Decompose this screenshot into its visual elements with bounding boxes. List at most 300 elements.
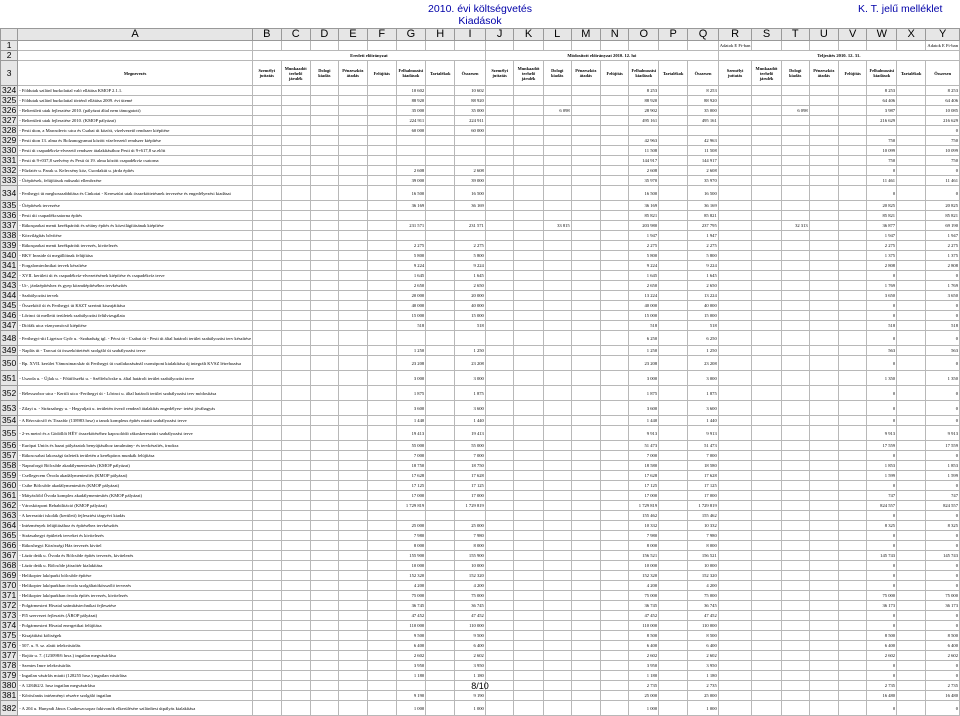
value-cell[interactable] — [571, 531, 600, 541]
value-cell[interactable]: 17 628 — [629, 471, 659, 481]
row-number[interactable]: 333 — [2, 175, 17, 185]
value-cell[interactable] — [718, 106, 752, 116]
value-cell[interactable] — [338, 501, 367, 511]
value-cell[interactable] — [543, 416, 571, 426]
value-cell[interactable] — [338, 661, 367, 671]
value-cell[interactable] — [718, 251, 752, 261]
value-cell[interactable] — [718, 591, 752, 601]
value-cell[interactable] — [338, 231, 367, 241]
value-cell[interactable] — [600, 561, 629, 571]
value-cell[interactable]: 0 — [926, 166, 960, 176]
value-cell[interactable] — [718, 561, 752, 571]
value-cell[interactable]: 15 000 — [629, 311, 659, 321]
row-number[interactable]: 325 — [2, 95, 17, 105]
value-cell[interactable]: 8 000 — [396, 541, 426, 551]
value-cell[interactable]: 10 099 — [926, 146, 960, 156]
value-cell[interactable] — [543, 116, 571, 126]
value-cell[interactable]: 110 000 — [688, 621, 719, 631]
value-cell[interactable] — [543, 591, 571, 601]
value-cell[interactable] — [752, 501, 781, 511]
value-cell[interactable] — [718, 451, 752, 461]
value-cell[interactable] — [543, 271, 571, 281]
value-cell[interactable] — [426, 371, 455, 386]
value-cell[interactable] — [514, 291, 543, 301]
value-cell[interactable]: 3 600 — [455, 401, 486, 416]
value-cell[interactable]: 9 500 — [455, 631, 486, 641]
value-cell[interactable] — [897, 491, 926, 501]
value-cell[interactable] — [897, 136, 926, 146]
value-cell[interactable] — [659, 146, 688, 156]
value-cell[interactable] — [752, 211, 781, 221]
value-cell[interactable] — [600, 371, 629, 386]
row-number[interactable]: 365 — [2, 530, 17, 540]
value-cell[interactable] — [718, 511, 752, 521]
value-cell[interactable] — [752, 166, 781, 176]
value-cell[interactable] — [281, 501, 310, 511]
value-cell[interactable]: 1 875 — [396, 386, 426, 401]
value-cell[interactable]: 36 745 — [629, 601, 659, 611]
value-cell[interactable] — [514, 221, 543, 231]
value-cell[interactable] — [600, 271, 629, 281]
value-cell[interactable] — [368, 441, 397, 451]
value-cell[interactable] — [571, 261, 600, 271]
value-cell[interactable] — [659, 96, 688, 106]
row-number[interactable]: 358 — [2, 460, 17, 470]
value-cell[interactable] — [485, 591, 514, 601]
value-cell[interactable] — [338, 651, 367, 661]
value-cell[interactable] — [718, 346, 752, 356]
item-name[interactable]: - Kisajátítási költségek — [18, 631, 253, 641]
value-cell[interactable] — [543, 461, 571, 471]
value-cell[interactable] — [718, 356, 752, 371]
value-cell[interactable]: 1 440 — [688, 416, 719, 426]
value-cell[interactable] — [809, 401, 838, 416]
value-cell[interactable] — [781, 356, 809, 371]
value-cell[interactable] — [281, 511, 310, 521]
value-cell[interactable] — [752, 176, 781, 186]
value-cell[interactable] — [514, 156, 543, 166]
value-cell[interactable] — [514, 631, 543, 641]
value-cell[interactable] — [659, 281, 688, 291]
value-cell[interactable]: 0 — [926, 661, 960, 671]
value-cell[interactable] — [281, 641, 310, 651]
value-cell[interactable] — [543, 261, 571, 271]
value-cell[interactable] — [543, 481, 571, 491]
value-cell[interactable] — [659, 176, 688, 186]
value-cell[interactable] — [752, 221, 781, 231]
value-cell[interactable] — [368, 186, 397, 201]
value-cell[interactable] — [781, 166, 809, 176]
value-cell[interactable] — [809, 176, 838, 186]
value-cell[interactable] — [426, 641, 455, 651]
value-cell[interactable]: 35 000 — [455, 106, 486, 116]
header-cell[interactable]: Pénzeszköz átadás — [338, 61, 367, 86]
value-cell[interactable] — [543, 251, 571, 261]
value-cell[interactable] — [485, 156, 514, 166]
value-cell[interactable] — [838, 136, 867, 146]
value-cell[interactable] — [252, 126, 281, 136]
value-cell[interactable]: 0 — [926, 401, 960, 416]
value-cell[interactable] — [809, 571, 838, 581]
value-cell[interactable]: 1 729 819 — [688, 501, 719, 511]
value-cell[interactable] — [338, 621, 367, 631]
item-name[interactable]: - Rákoscsabai lakossági üzleteik területén a kerékpáros munkák felújítása — [18, 451, 253, 461]
item-name[interactable]: - Napraforgó Bölcsőde akadálymentesítés (KMOP pályázat) — [18, 461, 253, 471]
value-cell[interactable]: 4 200 — [455, 581, 486, 591]
value-cell[interactable] — [252, 156, 281, 166]
value-cell[interactable] — [600, 176, 629, 186]
value-cell[interactable] — [659, 301, 688, 311]
column-header-K[interactable]: K — [514, 29, 543, 41]
value-cell[interactable] — [514, 356, 543, 371]
value-cell[interactable] — [543, 356, 571, 371]
value-cell[interactable] — [543, 346, 571, 356]
row-number[interactable]: 345 — [2, 300, 17, 310]
value-cell[interactable] — [426, 291, 455, 301]
value-cell[interactable] — [897, 356, 926, 371]
value-cell[interactable] — [838, 491, 867, 501]
group-header-actual[interactable]: Teljesítés 2010. 12. 31. — [718, 51, 959, 61]
value-cell[interactable] — [809, 661, 838, 671]
value-cell[interactable] — [455, 146, 486, 156]
value-cell[interactable] — [809, 416, 838, 426]
value-cell[interactable] — [809, 521, 838, 531]
value-cell[interactable] — [752, 561, 781, 571]
value-cell[interactable] — [659, 621, 688, 631]
value-cell[interactable] — [600, 231, 629, 241]
value-cell[interactable] — [310, 221, 338, 231]
value-cell[interactable] — [252, 116, 281, 126]
value-cell[interactable] — [281, 146, 310, 156]
value-cell[interactable] — [600, 106, 629, 116]
value-cell[interactable] — [514, 176, 543, 186]
value-cell[interactable]: 17 125 — [396, 481, 426, 491]
value-cell[interactable] — [426, 471, 455, 481]
value-cell[interactable]: 1 599 — [926, 471, 960, 481]
value-cell[interactable]: 2 650 — [396, 281, 426, 291]
value-cell[interactable]: 750 — [926, 156, 960, 166]
value-cell[interactable] — [485, 441, 514, 451]
value-cell[interactable] — [281, 166, 310, 176]
value-cell[interactable] — [752, 311, 781, 321]
value-cell[interactable] — [281, 401, 310, 416]
value-cell[interactable] — [252, 511, 281, 521]
cell[interactable] — [310, 41, 338, 51]
value-cell[interactable] — [281, 231, 310, 241]
value-cell[interactable] — [571, 591, 600, 601]
value-cell[interactable] — [368, 601, 397, 611]
value-cell[interactable] — [571, 701, 600, 716]
value-cell[interactable]: 1 729 819 — [629, 501, 659, 511]
value-cell[interactable] — [396, 511, 426, 521]
value-cell[interactable]: 55 000 — [396, 441, 426, 451]
value-cell[interactable]: 0 — [867, 581, 897, 591]
value-cell[interactable] — [600, 261, 629, 271]
value-cell[interactable] — [485, 386, 514, 401]
row-number[interactable]: 355 — [1, 426, 18, 441]
value-cell[interactable]: 1 875 — [629, 386, 659, 401]
value-cell[interactable] — [897, 591, 926, 601]
value-cell[interactable] — [838, 106, 867, 116]
value-cell[interactable] — [543, 681, 571, 691]
value-cell[interactable] — [543, 651, 571, 661]
value-cell[interactable] — [752, 621, 781, 631]
value-cell[interactable] — [252, 186, 281, 201]
value-cell[interactable] — [310, 331, 338, 346]
item-name[interactable]: - 2-es metró és a Gödöllői HÉV összekötéséhez kapcsolódó rákoskeresztúri szabályozási terve — [18, 426, 253, 441]
value-cell[interactable] — [543, 241, 571, 251]
value-cell[interactable] — [514, 641, 543, 651]
value-cell[interactable] — [752, 201, 781, 211]
value-cell[interactable] — [514, 501, 543, 511]
row-number[interactable]: 343 — [2, 280, 17, 290]
value-cell[interactable]: 2 275 — [688, 241, 719, 251]
item-name[interactable]: - Lázár deák u. Óvoda és Bölcsőde építés tervezés, kivitelezés — [18, 551, 253, 561]
value-cell[interactable] — [426, 441, 455, 451]
value-cell[interactable] — [600, 501, 629, 511]
value-cell[interactable] — [600, 126, 629, 136]
value-cell[interactable]: 1 250 — [455, 346, 486, 356]
value-cell[interactable] — [485, 231, 514, 241]
value-cell[interactable] — [752, 671, 781, 681]
value-cell[interactable] — [310, 501, 338, 511]
value-cell[interactable] — [659, 651, 688, 661]
row-number[interactable]: 369 — [2, 570, 17, 580]
value-cell[interactable] — [281, 291, 310, 301]
value-cell[interactable] — [252, 521, 281, 531]
value-cell[interactable] — [781, 631, 809, 641]
value-cell[interactable]: 75 000 — [926, 591, 960, 601]
value-cell[interactable] — [752, 691, 781, 701]
row-number[interactable]: 376 — [2, 640, 17, 650]
value-cell[interactable] — [543, 281, 571, 291]
value-cell[interactable]: 36 877 — [867, 221, 897, 231]
value-cell[interactable] — [752, 301, 781, 311]
value-cell[interactable] — [368, 331, 397, 346]
value-cell[interactable]: 75 000 — [396, 591, 426, 601]
value-cell[interactable] — [543, 301, 571, 311]
value-cell[interactable] — [338, 416, 367, 426]
row-number[interactable]: 368 — [2, 560, 17, 570]
value-cell[interactable] — [571, 386, 600, 401]
value-cell[interactable]: 0 — [867, 401, 897, 416]
value-cell[interactable] — [514, 521, 543, 531]
cell[interactable] — [338, 41, 367, 51]
value-cell[interactable]: 23 208 — [688, 356, 719, 371]
value-cell[interactable]: 40 000 — [629, 301, 659, 311]
value-cell[interactable] — [897, 96, 926, 106]
value-cell[interactable] — [338, 386, 367, 401]
value-cell[interactable] — [897, 86, 926, 96]
value-cell[interactable]: 9 913 — [688, 426, 719, 441]
value-cell[interactable] — [485, 651, 514, 661]
row-number[interactable]: 378 — [2, 660, 17, 670]
value-cell[interactable]: 216 629 — [867, 116, 897, 126]
item-name[interactable]: - Közvilágítás bővítése — [18, 231, 253, 241]
value-cell[interactable] — [426, 321, 455, 331]
cell[interactable] — [809, 41, 838, 51]
value-cell[interactable] — [310, 591, 338, 601]
value-cell[interactable]: 17 125 — [629, 481, 659, 491]
header-cell[interactable]: Személyi juttatás — [252, 61, 281, 86]
value-cell[interactable] — [718, 331, 752, 346]
value-cell[interactable] — [781, 426, 809, 441]
value-cell[interactable]: 0 — [926, 311, 960, 321]
value-cell[interactable] — [426, 511, 455, 521]
item-name[interactable]: - Rákoshegyi Közösségi Ház tervezés kivitel — [18, 541, 253, 551]
value-cell[interactable]: 0 — [867, 301, 897, 311]
value-cell[interactable] — [455, 156, 486, 166]
value-cell[interactable] — [571, 356, 600, 371]
item-name[interactable]: - Polgármesteri Hivatal energetikai felújítása — [18, 621, 253, 631]
value-cell[interactable] — [718, 661, 752, 671]
value-cell[interactable] — [252, 461, 281, 471]
value-cell[interactable] — [310, 416, 338, 426]
value-cell[interactable] — [718, 581, 752, 591]
value-cell[interactable] — [897, 621, 926, 631]
value-cell[interactable] — [752, 231, 781, 241]
value-cell[interactable] — [571, 611, 600, 621]
value-cell[interactable] — [600, 241, 629, 251]
value-cell[interactable] — [781, 176, 809, 186]
value-cell[interactable] — [281, 386, 310, 401]
value-cell[interactable] — [281, 491, 310, 501]
value-cell[interactable] — [252, 231, 281, 241]
value-cell[interactable]: 8 000 — [455, 541, 486, 551]
value-cell[interactable] — [659, 681, 688, 691]
row-number[interactable]: 3 — [1, 61, 18, 86]
cell[interactable] — [571, 41, 600, 51]
value-cell[interactable] — [897, 471, 926, 481]
value-cell[interactable]: 1 350 — [926, 371, 960, 386]
value-cell[interactable] — [514, 186, 543, 201]
value-cell[interactable] — [310, 176, 338, 186]
value-cell[interactable] — [368, 176, 397, 186]
value-cell[interactable] — [809, 641, 838, 651]
value-cell[interactable]: 15 000 — [688, 311, 719, 321]
row-number[interactable]: 326 — [2, 105, 17, 115]
value-cell[interactable] — [310, 621, 338, 631]
value-cell[interactable] — [281, 106, 310, 116]
value-cell[interactable] — [809, 691, 838, 701]
value-cell[interactable]: 0 — [867, 271, 897, 281]
value-cell[interactable] — [310, 691, 338, 701]
value-cell[interactable] — [310, 201, 338, 211]
column-header-N[interactable]: N — [600, 29, 629, 41]
value-cell[interactable] — [485, 241, 514, 251]
value-cell[interactable] — [514, 551, 543, 561]
value-cell[interactable] — [781, 86, 809, 96]
value-cell[interactable] — [281, 321, 310, 331]
value-cell[interactable] — [455, 331, 486, 346]
value-cell[interactable] — [718, 671, 752, 681]
value-cell[interactable] — [752, 86, 781, 96]
value-cell[interactable] — [571, 301, 600, 311]
value-cell[interactable] — [752, 631, 781, 641]
value-cell[interactable]: 0 — [926, 481, 960, 491]
value-cell[interactable] — [485, 116, 514, 126]
cell[interactable] — [18, 41, 253, 51]
value-cell[interactable] — [310, 311, 338, 321]
header-cell[interactable]: Tartalékok — [659, 61, 688, 86]
value-cell[interactable]: 17 000 — [688, 491, 719, 501]
value-cell[interactable] — [281, 356, 310, 371]
value-cell[interactable]: 1 440 — [396, 416, 426, 426]
value-cell[interactable] — [718, 571, 752, 581]
value-cell[interactable] — [338, 201, 367, 211]
value-cell[interactable] — [252, 346, 281, 356]
value-cell[interactable] — [485, 291, 514, 301]
value-cell[interactable] — [809, 501, 838, 511]
value-cell[interactable] — [838, 601, 867, 611]
value-cell[interactable] — [571, 136, 600, 146]
value-cell[interactable] — [897, 221, 926, 231]
value-cell[interactable] — [600, 201, 629, 211]
value-cell[interactable] — [897, 601, 926, 611]
value-cell[interactable] — [543, 146, 571, 156]
value-cell[interactable]: 747 — [867, 491, 897, 501]
value-cell[interactable] — [543, 231, 571, 241]
value-cell[interactable] — [600, 426, 629, 441]
value-cell[interactable] — [809, 561, 838, 571]
value-cell[interactable] — [809, 386, 838, 401]
value-cell[interactable] — [485, 356, 514, 371]
value-cell[interactable]: 0 — [867, 621, 897, 631]
value-cell[interactable]: 1 853 — [867, 461, 897, 471]
value-cell[interactable] — [252, 291, 281, 301]
value-cell[interactable]: 16 500 — [629, 186, 659, 201]
cell[interactable] — [455, 41, 486, 51]
value-cell[interactable] — [571, 211, 600, 221]
cell[interactable] — [838, 41, 867, 51]
value-cell[interactable] — [485, 661, 514, 671]
value-cell[interactable] — [897, 426, 926, 441]
value-cell[interactable]: 5 800 — [688, 251, 719, 261]
value-cell[interactable] — [752, 386, 781, 401]
value-cell[interactable] — [485, 611, 514, 621]
value-cell[interactable] — [718, 541, 752, 551]
item-name[interactable]: - Szentes Imre telekvásárlás — [18, 661, 253, 671]
value-cell[interactable] — [659, 106, 688, 116]
value-cell[interactable] — [600, 116, 629, 126]
value-cell[interactable]: 36 173 — [867, 601, 897, 611]
value-cell[interactable] — [281, 416, 310, 426]
value-cell[interactable] — [809, 581, 838, 591]
value-cell[interactable] — [752, 641, 781, 651]
value-cell[interactable] — [752, 491, 781, 501]
value-cell[interactable] — [368, 371, 397, 386]
header-name[interactable]: Megnevezés — [18, 61, 253, 86]
value-cell[interactable] — [338, 641, 367, 651]
value-cell[interactable] — [752, 291, 781, 301]
value-cell[interactable] — [571, 551, 600, 561]
value-cell[interactable] — [752, 321, 781, 331]
value-cell[interactable] — [571, 671, 600, 681]
value-cell[interactable]: 17 628 — [688, 471, 719, 481]
header-cell[interactable]: Dologi kiadás — [310, 61, 338, 86]
value-cell[interactable] — [455, 511, 486, 521]
value-cell[interactable] — [281, 261, 310, 271]
value-cell[interactable] — [514, 671, 543, 681]
value-cell[interactable] — [310, 186, 338, 201]
value-cell[interactable] — [838, 631, 867, 641]
value-cell[interactable] — [368, 551, 397, 561]
value-cell[interactable] — [718, 491, 752, 501]
value-cell[interactable]: 156 521 — [629, 551, 659, 561]
value-cell[interactable] — [485, 331, 514, 346]
value-cell[interactable] — [600, 356, 629, 371]
value-cell[interactable]: 32 313 — [781, 221, 809, 231]
